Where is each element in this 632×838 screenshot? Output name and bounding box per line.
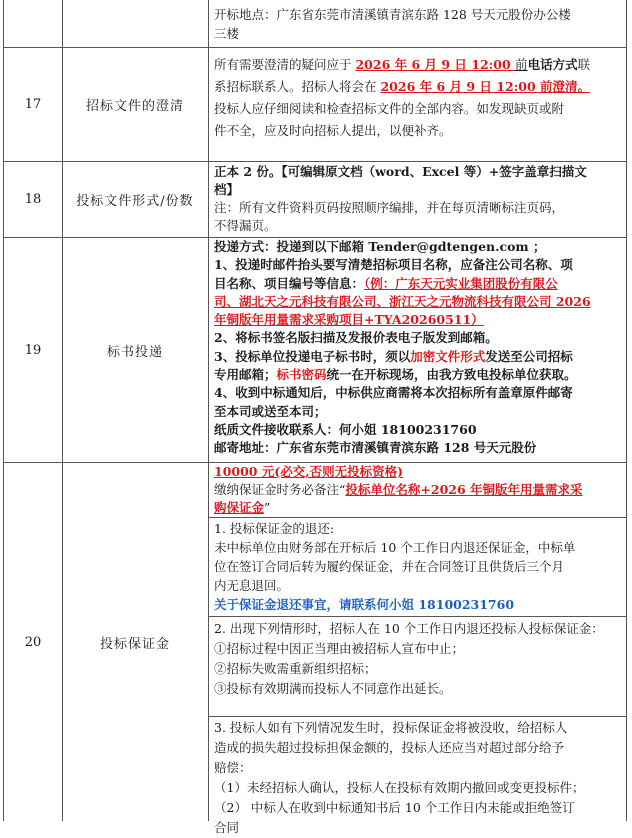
row-number: 19 bbox=[4, 238, 63, 462]
text-segment: 前 bbox=[515, 57, 528, 72]
delivery-line-2: 1、投递时邮件抬头要写清楚招标项目名称，应备注公司名称、项 bbox=[214, 257, 573, 273]
example-highlight-line: 年铜版年用量需求采购项目+TYA20260511） bbox=[214, 312, 484, 328]
forfeit-section bbox=[208, 716, 626, 836]
text-segment: ” bbox=[264, 500, 271, 515]
row-title: 标书投递 bbox=[62, 238, 209, 462]
delivery-line-3 bbox=[214, 275, 620, 293]
example-highlight: （例：广东天元实业集团股份有限公 bbox=[364, 275, 558, 291]
refund-line-3: 内无息退回。 bbox=[214, 578, 290, 593]
text-segment: 3、投标单位投递电子标书时，须以 bbox=[214, 348, 411, 364]
clarification-line-4: 件不全，应及时向招标人提出，以便补齐。 bbox=[214, 123, 452, 138]
text-segment: 系招标联系人。招标人将会在 bbox=[214, 79, 381, 94]
row-number: 18 bbox=[4, 162, 63, 237]
condition-1: ①招标过程中因正当理由被招标人宣布中止； bbox=[214, 641, 465, 656]
clarification-line-2 bbox=[214, 76, 620, 98]
clarification-line-1 bbox=[214, 54, 620, 76]
forfeit-item-2: （2） 中标人在收到中标通知书后 10 个工作日内未能或拒绝签订 bbox=[214, 800, 575, 815]
row-content bbox=[208, 463, 626, 835]
forfeit-item-1: （1）未经招标人确认，投标人在投标有效期内撤回或变更投标件； bbox=[214, 780, 585, 795]
row-name-cell bbox=[62, 0, 209, 47]
text-segment: 所有需要澄清的疑问应于 bbox=[214, 57, 356, 72]
deadline-highlight: 2026 年 6 月 9 日 12:00 bbox=[355, 57, 516, 72]
example-highlight-line: 司、湖北天之元科技有限公司、浙江天之元物流科技有限公司 2026 bbox=[214, 293, 591, 309]
deposit-amount: 10000 元(必交,否则无投标资格) bbox=[214, 464, 404, 479]
clarification-line-3: 投标人应仔细阅读和检查招标文件的全部内容。如发现缺页或附 bbox=[214, 101, 565, 116]
deposit-remark-highlight: 投标单位名称+2026 年铜版年用量需求采 bbox=[345, 482, 583, 497]
row-title: 招标文件的澄清 bbox=[62, 48, 209, 161]
row-number: 20 bbox=[4, 463, 63, 821]
row-num-cell bbox=[4, 0, 63, 47]
text-segment: 缴纳保证金时务必备注“ bbox=[214, 482, 346, 497]
forfeit-line-2: 造成的损失超过投标担保金额的，投标人还应当对超过部分给予 bbox=[214, 740, 565, 755]
row-17 bbox=[3, 48, 627, 162]
delivery-line-9: 4、收到中标通知后，中标供应商需将本次招标所有盖章原件邮寄 bbox=[214, 385, 573, 401]
row-content bbox=[208, 162, 626, 237]
note-line-2: 不得漏页。 bbox=[214, 218, 277, 233]
format-line-1: 正本 2 份。【可编辑原文档（word、Excel 等）+签字盖章扫描文 bbox=[214, 164, 587, 179]
row-content bbox=[208, 48, 626, 161]
delivery-line-6: 2、将标书签名版扫描及发报价表电子版发到邮箱。 bbox=[214, 330, 498, 346]
row-number: 17 bbox=[4, 48, 63, 161]
refund-heading: 1. 投标保证金的退还: bbox=[214, 521, 335, 536]
delivery-method-line: 投递方式：投递到以下邮箱 Tender@gdtengen.com ； bbox=[214, 239, 546, 254]
note-line-1: 注：所有文件资料页码按照顺序编排，并在每页清晰标注页码， bbox=[214, 200, 565, 215]
tender-table bbox=[3, 0, 627, 835]
forfeit-line-3: 赔偿： bbox=[214, 760, 252, 775]
refund-line-2: 位在签订合同后转为履约保证金，并在合同签订且供货后三个月 bbox=[214, 559, 565, 574]
text-segment: 专用邮箱； bbox=[214, 367, 277, 383]
row-title: 投标文件形式/份数 bbox=[62, 162, 209, 237]
conditions-heading: 2. 出现下列情形时，招标人在 10 个工作日内退还投标人投标保证金： bbox=[214, 621, 604, 636]
return-conditions-section bbox=[208, 616, 626, 716]
deposit-remark-highlight: 购保证金 bbox=[214, 500, 265, 515]
password-highlight: 标书密码 bbox=[276, 367, 327, 383]
row-18 bbox=[3, 162, 627, 238]
text-segment: 联 bbox=[577, 57, 591, 72]
text-segment: 目名称、项目编号等信息： bbox=[214, 275, 365, 291]
refund-contact: 关于保证金退还事宜，请联系何小姐 18100231760 bbox=[214, 597, 515, 612]
forfeit-item-2-cont: 合同 bbox=[214, 820, 240, 835]
row-20 bbox=[3, 463, 627, 835]
deposit-note-line-2 bbox=[214, 499, 620, 517]
text-segment: 发送至公司招标 bbox=[485, 348, 573, 364]
text-segment: 统一在开标现场，由我方致电投标单位获取。 bbox=[326, 367, 577, 383]
phone-method-text: 电话方式 bbox=[527, 57, 578, 72]
refund-line-1: 未中标单位由财务部在开标后 10 个工作日内退还保证金，中标单 bbox=[214, 540, 576, 555]
condition-2: ②招标失败需重新组织招标； bbox=[214, 661, 377, 676]
contact-line: 纸质文件接收联系人：何小姐 18100231760 bbox=[214, 421, 477, 437]
mailing-address-line: 邮寄地址：广东省东莞市清溪镇青滨东路 128 号天元股份 bbox=[214, 440, 537, 456]
encrypted-file-highlight: 加密文件形式 bbox=[410, 348, 486, 364]
format-line-2: 档】 bbox=[214, 182, 240, 197]
deposit-amount-section bbox=[208, 463, 626, 517]
row-content-cell bbox=[208, 0, 626, 47]
delivery-line-7 bbox=[214, 348, 620, 366]
delivery-line-10: 至本司或送至本司； bbox=[214, 403, 327, 419]
row-title: 投标保证金 bbox=[62, 463, 209, 821]
deadline-highlight: 2026 年 6 月 9 日 12:00 前澄清。 bbox=[380, 79, 591, 94]
bidding-location-text: 开标地点：广东省东莞市清溪镇青滨东路 128 号天元股份办公楼 bbox=[214, 7, 571, 22]
bidding-location-text-cont: 三楼 bbox=[214, 26, 240, 41]
forfeit-heading: 3. 投标人如有下列情况发生时，投标保证金将被没收，给招标人 bbox=[214, 720, 568, 735]
delivery-line-8 bbox=[214, 366, 620, 384]
row-content bbox=[208, 238, 626, 462]
deposit-note-line-1 bbox=[214, 481, 620, 499]
condition-3: ③投标有效期满而投标人不同意作出延长。 bbox=[214, 681, 452, 696]
row-bidding-location bbox=[3, 0, 627, 48]
refund-section bbox=[208, 517, 626, 616]
row-19 bbox=[3, 238, 627, 463]
